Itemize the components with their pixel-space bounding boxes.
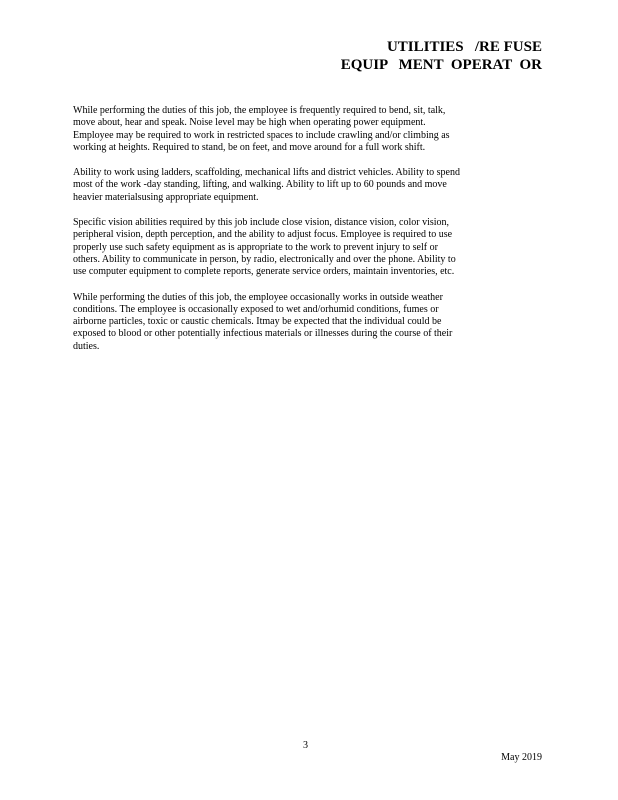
paragraph-physical-demands: While performing the duties of this job, the employee is frequently required to bend, sit, talk, move about, hear and speak. Noise level may be high when operating power equipment. Employee may be required to work in restricted spaces to include crawling and/or climbing as working at heights. Required to stand, be on feet, and move around for a full work shift. [73,105,450,153]
paragraph-work-environment: While performing the duties of this job, the employee occasionally works in outside weather conditions. The employee is occasionally exposed to wet and/orhumid conditions, fumes or airborne particles, toxic or caustic chemicals. Itmay be expected that the individual could be exposed to blood or other potentially infectious materials or illnesses during the course of their duties. [73,291,453,352]
paragraph-vision-abilities: Specific vision abilities required by this job include close vision, distance vision, color vision, peripheral vision, depth perception, and the ability to adjust focus. Employee is required to use properly use such safety equipment as is appropriate to the work to prevent injury to self or others. Ability to communicate in person, by radio, electronically and over the phone. Ability to use computer equipment to complete reports, generate service orders, maintain inventories, etc. [73,217,456,278]
paragraph-abilities: Ability to work using ladders, scaffolding, mechanical lifts and district vehicles. Ability to spend most of the work -day standing, lifting, and walking. Ability to lift up to 60 pounds and move heavier materialsusing appropriate equipment. [73,167,460,203]
document-title [341,38,542,74]
footer-date: May 2019 [501,752,542,763]
title-line-2: EQUIP MENT OPERAT OR [340,57,542,73]
title-line-1: UTILITIES /RE FUSE [386,39,542,55]
body-text [73,105,543,366]
page-number: 3 [303,740,308,751]
